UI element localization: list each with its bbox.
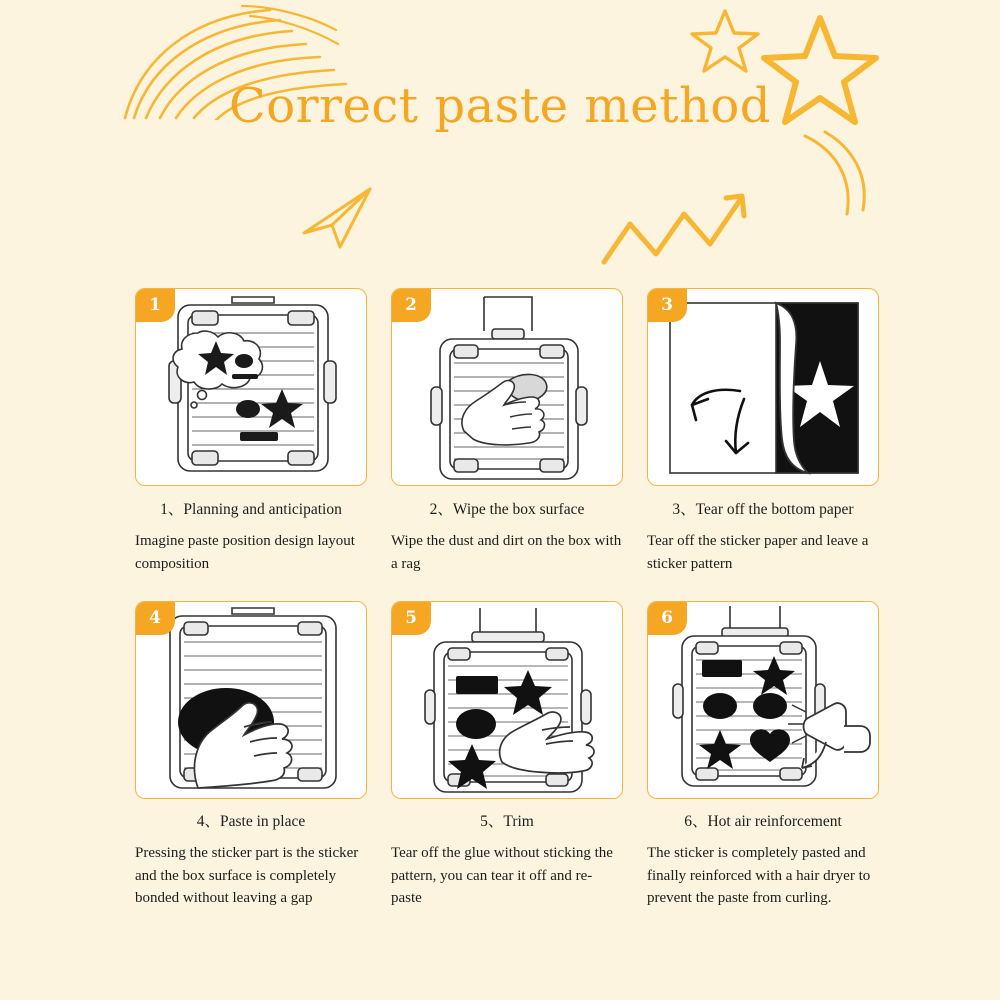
step-badge-3: 3 xyxy=(647,288,687,322)
hair-dryer-on-suitcase-icon xyxy=(648,602,879,799)
step-card-3 xyxy=(647,288,879,575)
step-description-5: Tear off the glue without sticking the pattern, you can tear it off and re-paste xyxy=(391,845,613,906)
step-badge-2: 2 xyxy=(391,288,431,322)
suitcase-with-thought-bubble-icon xyxy=(136,289,367,486)
step-caption-6: 6、Hot air reinforcement xyxy=(684,813,842,830)
hand-wiping-suitcase-icon xyxy=(392,289,623,486)
step-description-4: Pressing the sticker part is the sticker and the box surface is completely bonded without leaving a gap xyxy=(135,845,359,906)
steps-grid xyxy=(135,288,880,910)
step-description-3: Tear off the sticker paper and leave a sticker pattern xyxy=(647,533,869,572)
hand-trimming-stickers-icon xyxy=(392,602,623,799)
paper-plane-arrow-icon xyxy=(300,185,390,255)
step-caption-2: 2、Wipe the box surface xyxy=(429,501,585,518)
step-card-6 xyxy=(647,601,879,910)
step-description-2: Wipe the dust and dirt on the box with a rag xyxy=(391,533,622,572)
zigzag-arrow-icon xyxy=(600,190,780,270)
step-description-1: Imagine paste position design layout composition xyxy=(135,533,355,572)
step-card-5 xyxy=(391,601,623,910)
step-card-2 xyxy=(391,288,623,575)
step-illustration-5 xyxy=(391,601,623,799)
step-badge-5: 5 xyxy=(391,601,431,635)
step-description-6: The sticker is completely pasted and finally reinforced with a hair dryer to prevent the paste from curling. xyxy=(647,845,871,906)
step-card-4 xyxy=(135,601,367,910)
step-illustration-2 xyxy=(391,288,623,486)
step-illustration-4 xyxy=(135,601,367,799)
step-caption-3: 3、Tear off the bottom paper xyxy=(672,501,854,518)
step-illustration-3 xyxy=(647,288,879,486)
hand-pressing-sticker-icon xyxy=(136,602,367,799)
step-illustration-1 xyxy=(135,288,367,486)
step-caption-5: 5、Trim xyxy=(480,813,534,830)
curved-stroke-icon xyxy=(795,130,875,220)
step-badge-4: 4 xyxy=(135,601,175,635)
peeling-backing-paper-icon xyxy=(648,289,879,486)
page-title: Correct paste method xyxy=(228,78,772,134)
step-card-1 xyxy=(135,288,367,575)
step-illustration-6 xyxy=(647,601,879,799)
step-badge-6: 6 xyxy=(647,601,687,635)
step-badge-1: 1 xyxy=(135,288,175,322)
step-caption-1: 1、Planning and anticipation xyxy=(160,501,342,518)
step-caption-4: 4、Paste in place xyxy=(196,813,306,830)
small-star-icon xyxy=(690,5,760,75)
